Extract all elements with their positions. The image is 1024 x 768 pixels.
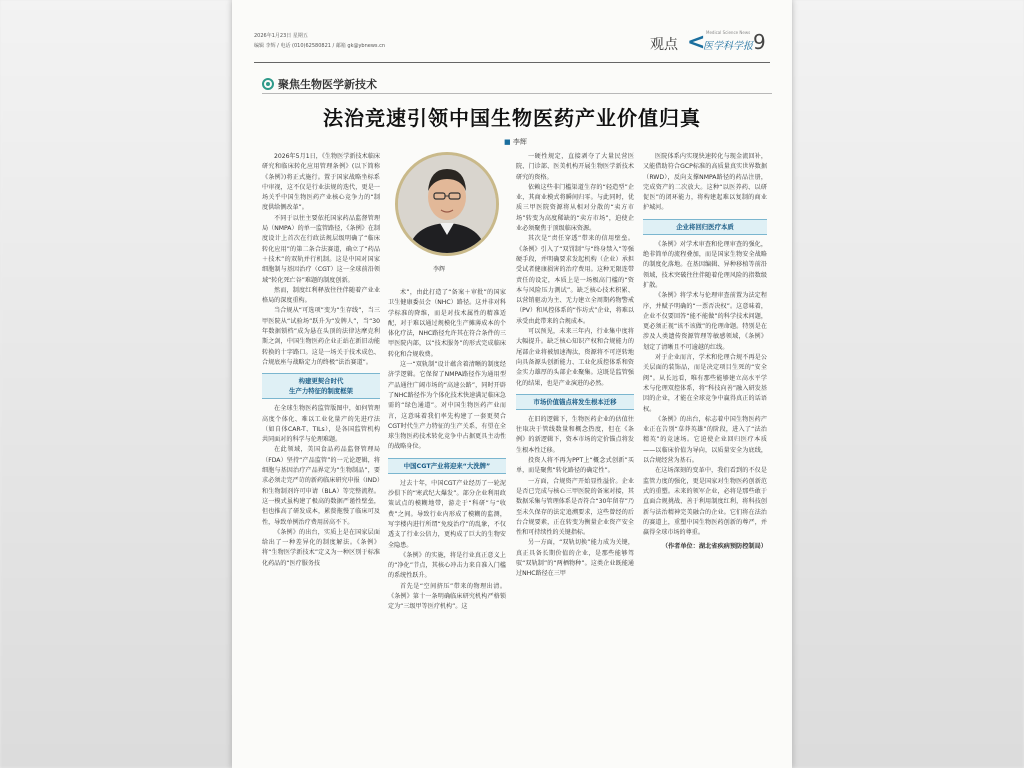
paragraph: 依赖这些非门槛渠道生存的“轻造型”企业，其商业模式将瞬间归零。与此同时，优质三甲医院资源将从相对分散的“卖方市场”转变为高度稀缺的“卖方市场”，迫使企业必须聚焦于顶级临床资源。: [516, 183, 634, 233]
date-line: 2026年1月23日 星期五: [254, 33, 308, 39]
paragraph: 一方面，合规资产开始显性溢价。企业是否已完成与核心三甲医院的备案对接，其数据采集与管理体系是否符合“30年留存”乃至未久保存的法定追溯要求，这些曾经的后台合规要素，正在转变为衡量企业资产安全性和可持续性的关键指标。: [516, 477, 634, 537]
brand-logo: 医学科学报: [703, 41, 753, 52]
page-header: [254, 30, 774, 62]
paragraph: 对于企业而言，学术和伦理合规不再是公关层面的装饰品，而是决定项目生死的“安全阀”。从长远看，唯有那些能够建立高水平学术与伦理双控体系，将“科技向善”融入研发基因的企业，才能在全球竞争中赢得真正的话语权。: [643, 354, 767, 413]
paragraph: 投资人将不再为PPT上“概念式创新”买单，而是聚焦“转化路径的确定性”。: [516, 457, 634, 475]
paragraph: 其次是“责任穿透”带来的信用壁垒。《条例》引入了“双罚制”与“终身禁入”等强硬手段，并明确要求发起机构（企业）承担受试者健康损害的治疗费用。这种无限连带责任的设定，本质上是一场极高门槛的“资本与风险压力测试”。缺乏核心技术积累、以营销驱动为主、无力建立全周期药物警戒（PV）和风控体系的“作坊式”企业，将难以承受由此带来的合规成本。: [516, 235, 634, 325]
paragraph: 术”，由此打造了“备案＋审批”的国家卫生健康委员会（NHC）路径。这并非对科学标准的降维，而是对技术属性的精准适配，对于难以通过规模化生产摊薄成本的个体化疗法，NHC路径允许其在符合条件的三甲医院内部，以“技术服务”的形式完成临床转化和合规收费。: [388, 289, 506, 358]
header-divider: [254, 62, 770, 63]
paragraph: 然而，制度红利释放往往伴随着产业业格局的深度重构。: [262, 286, 380, 305]
paragraph: 可以预见，未来三年内，行业集中度将大幅提升。缺乏核心知识产权和合规能力的尾部企业将被加速淘汰，资源将不可逆转地向具备源头创新能力、工业化质控体系和资金实力雄厚的头部企业聚集。这既是监管强化的结果，也是产业演进的必然。: [516, 328, 634, 387]
portrait-caption: 李辉: [433, 266, 446, 273]
article-column-4: [643, 152, 767, 742]
article-column-2: [388, 288, 506, 752]
background-left: [0, 0, 232, 768]
paragraph: 《条例》的出台，实质上是在国家层面给出了一种差异化的制度解法。《条例》将“生物医学新技术”定义为一种区别于标准化药品的“医疗服务技: [262, 528, 380, 567]
article-column-1: [262, 152, 380, 752]
section-label: [262, 76, 377, 92]
paragraph: 在全球生物医药监管版图中，如何管理高度个体化、难以工业化量产的先进疗法（如自体CAR-T、TILs），是各国监管机构共同面对的科学与伦理难题。: [262, 405, 380, 444]
paragraph: 不同于以往主要依托国家药品监督管理局（NMPA）的单一监管路径，《条例》在制度设计上首次在行政法规层级明确了“临床转化应用”的第二条合法赛道，确立了“药品＋技术”的双轨并行机制。这是中国对国家细胞制与基因治疗（CGT）这一全球前沿领域“转化死亡谷”难题的制度创新。: [262, 214, 380, 284]
author-affiliation: （作者单位：湖北省疾病预防控制局）: [661, 543, 767, 551]
subheading-1-line-1: 构建更契合时代: [298, 377, 344, 386]
subheading-2: 中国CGT产业将迎来“大洗牌”: [388, 458, 506, 474]
paragraph: 《条例》的出台，标志着中国生物医药产业正在告别“草莽英雄”的阶段，进入了“法治精英”的竞速场。它迫使企业回归医疗本质——以临床价值为导向，以质量安全为底线，以合规经营为基石。: [643, 415, 767, 465]
article-author: [504, 137, 527, 147]
page-number: 9: [753, 30, 766, 54]
paragraph: 《条例》将学术与伦理审查前置为法定程序，并赋予明确的“一票否决权”。这意味着，企业不仅要回答“能不能做”的科学技术问题，更必须正视“该不该做”的伦理命题。特别是在涉及人类遗传资源管理等敏感领域，《条例》划定了清晰且不可逾越的红线。: [643, 292, 767, 351]
author-marker-icon: ■: [504, 138, 511, 146]
paragraph: 一硬性规定，直接剥夺了大量民营医院、门诊部、医美机构开展生物医学新技术研究的资格。: [516, 153, 634, 181]
subheading-1-line-2: 生产力特征的制度框架: [289, 387, 353, 396]
paragraph: 《条例》对学术审查和伦理审查的强化，绝非简单的流程叠加，而是国家生物安全战略的制度化落地。在基因编辑、异种移植等前沿领域，技术突破往往伴随着伦理风险的指数级扩散。: [643, 240, 767, 289]
paragraph: 在旧的逻辑下，生物医药企业的估值往往取决于管线数量和概念热度，但在《条例》的新逻辑下，资本市场的定价锚点将发生根本性迁移。: [516, 415, 634, 454]
subheading-1: [262, 373, 380, 399]
paragraph: 另一方面，“双轨切换”能力成为关键，真正具备长期价值的企业，是那些能够驾驭“双轨制”的“两栖物种”。这类企业既能通过NHC路径在三甲: [516, 539, 634, 578]
section-flower-icon: [262, 78, 274, 90]
subheading-4: 企业将回归医疗本质: [643, 219, 767, 235]
paragraph: 2026年5月1日，《生物医学新技术临床研究和临床转化应用管理条例》(以下简称《条例》)将正式施行。置于国家战略坐标系中审视，这不仅是行业法规的迭代，更是一场关乎中国生物医药产业核心竞争力的“制度供给侧改革”。: [262, 153, 380, 212]
author-name: 李辉: [512, 138, 527, 146]
paragraph: 在这场深刻的变革中，我们看到的不仅是监管力度的强化，更是国家对生物医药创新范式的重塑。未来的领军企业，必将是那些敢于直面合规挑战、善于利用制度红利，将科技创新与法治精神完美融合的企业。它们将在法治的赛道上，重塑中国生物医药创新的尊严，并赢得全球市场的尊重。: [643, 467, 767, 537]
paragraph: 首先是“空间挤压”带来的物理出清。《条例》第十一条明确临床研究机构严格锁定为“三级甲等医疗机构”。这: [388, 582, 506, 611]
newspaper-page: [232, 0, 792, 768]
chevron-left-icon: <: [687, 30, 706, 55]
brand-english: Medical Science News: [706, 30, 751, 35]
column-name: 观点: [650, 37, 678, 53]
background-right: [792, 0, 1024, 768]
section-divider: [262, 93, 772, 94]
article-title: 法治竞速引领中国生物医药产业价值归真: [323, 106, 701, 130]
paragraph: 当合规从“可选项”变为“生存线”，当三甲医院从“试验场”跃升为“发牌人”，当“30年数据锁档”成为悬在头顶的法律达摩克利斯之剑，中国生物医药企业正站在新旧动能转换的十字路口。这是一场关于技术成色、合规底座与战略定力的终极“法治赛道”。: [262, 307, 380, 366]
paragraph: 这一“双轨制”设计蕴含着清晰的制度经济学逻辑。它保留了NMPA路径作为通用型产品通往广阔市场的“高速公路”，同时开辟了NHC路径作为个体化技术快速满足临床急需的“绿色通道”。对中国生物医药产业而言，这意味着我们率先构建了一套更契合CGT时代生产力特征的生产关系，有望在全球生物医药技术转化竞争中占据更具主动性的战略身位。: [388, 361, 506, 451]
paragraph: 在此领域，美国食品药品监督管理局（FDA）坚持“产品监管”的一元论逻辑，将细胞与基因治疗产品界定为“生物制品”，要求必须走完严苛的新药临床研究申报（IND）和生物制剂许可申请（BLA）等完整流程。这一模式虽构建了极高的数据严谨性壁垒，但也推高了研发成本，累赘拖慢了临床可及性，导致单例治疗费用居高不下。: [262, 446, 380, 526]
paragraph: 过去十年，中国CGT产业经历了一轮泥沙俱下的“寒武纪大爆发”。部分企业利用政策试点的模糊地带，游走于“科研”与“收费”之间。导致行业内形成了模糊的监测，写字楼内进行所谓“免疫治疗”的乱象，不仅透支了行业公信力，更构成了巨大的生物安全隐患。: [388, 479, 506, 549]
article-column-3: [516, 152, 634, 752]
portrait-image: [398, 155, 496, 253]
paragraph: 医院体系内实现快速转化与现金流回补，又能借助符合GCP标准的高质量真实世界数据（RWD），反向支撑NMPA路径的药品注册，完成资产的二次放大。这种“以医养药、以研促医”的闭环能力，将构建起难以复制的商业护城河。: [643, 153, 767, 212]
section-label-text: 聚焦生物医学新技术: [278, 78, 377, 91]
editor-line: 编辑 李辉 / 电话 (010)62580821 / 邮箱 gk@ybnews.cn: [254, 43, 386, 49]
subheading-3: 市场价值锚点将发生根本迁移: [516, 394, 634, 410]
author-portrait: [395, 152, 499, 256]
paragraph: 《条例》的实施，将是行业真正意义上的“净化”节点，其核心冲击力来自准入门槛的系统性跃升。: [388, 551, 506, 580]
